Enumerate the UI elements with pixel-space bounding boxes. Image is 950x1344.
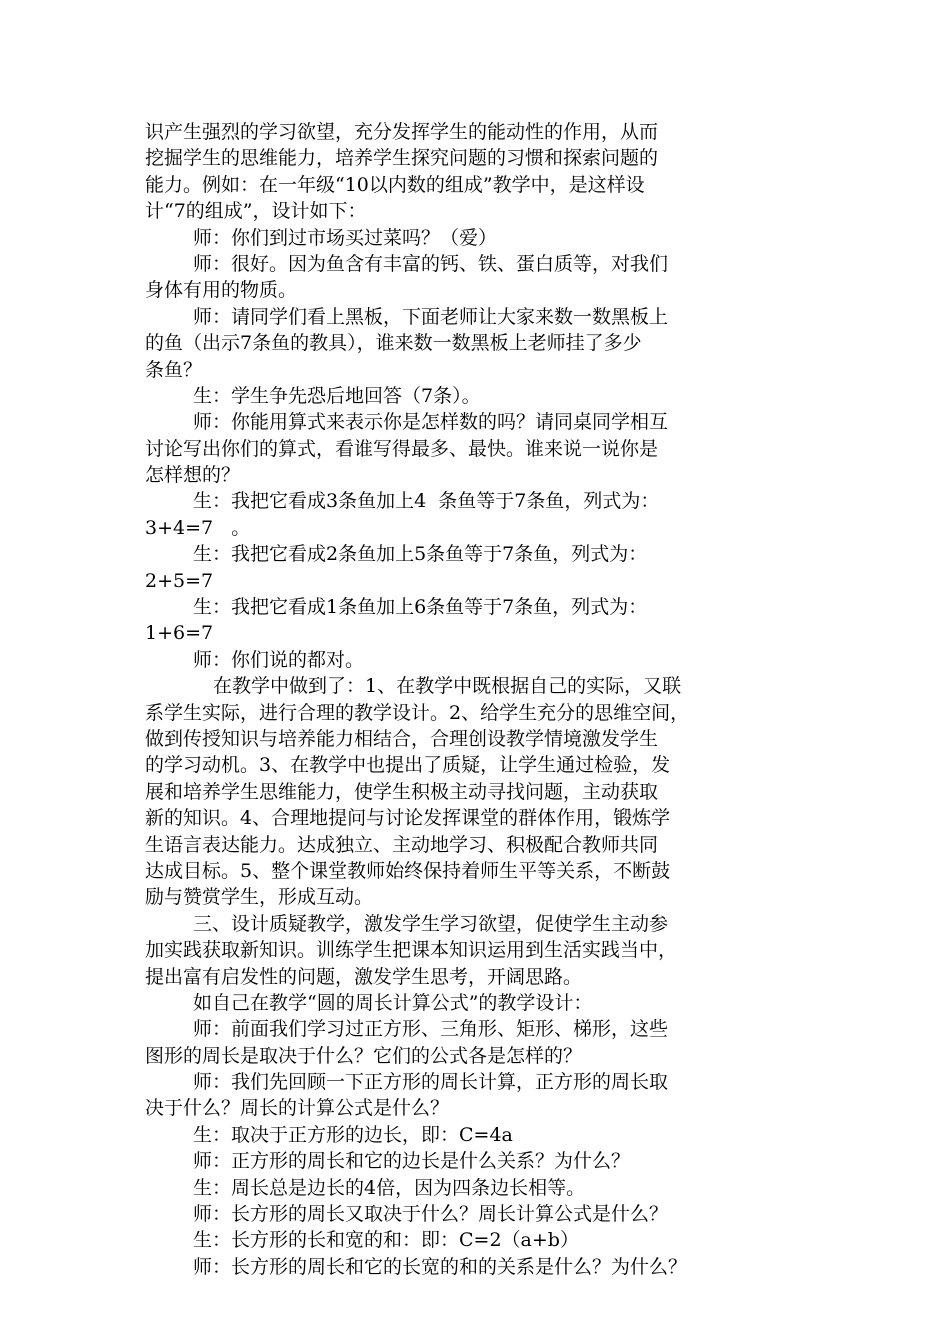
text-line: 在教学中做到了：1、在教学中既根据自己的实际，又联 [213,675,682,698]
text-line: 生：取决于正方形的边长，即：C=4a [193,1123,513,1146]
text-line: 生：长方形的长和宽的和：即：C=2（a+b） [193,1229,579,1252]
text-line: 师：你能用算式来表示你是怎样数的吗？请同桌同学相互 [193,411,669,434]
text-line: 加实践获取新知识。训练学生把课本知识运用到生活实践当中， [145,939,678,962]
text-line: 讨论写出你们的算式，看谁写得最多、最快。谁来说一说你是 [145,437,659,460]
text-line: 识产生强烈的学习欲望，充分发挥学生的能动性的作用，从而 [145,121,659,143]
text-line: 能力。例如：在一年级“10以内数的组成”教学中，是这样设 [145,173,645,196]
text-line: 师：你们到过市场买过菜吗？（爱） [193,226,498,249]
text-line: 的鱼（出示7条鱼的教具），谁来数一数黑板上老师挂了多少 [145,332,642,355]
body-text [145,119,815,1280]
text-line: 如自己在教学“圆的周长计算公式”的教学设计： [193,991,593,1014]
text-line: 师：前面我们学习过正方形、三角形、矩形、梯形，这些 [193,1018,669,1041]
text-line: 师：长方形的周长又取决于什么？周长计算公式是什么？ [193,1203,669,1226]
text-line: 图形的周长是取决于什么？它们的公式各是怎样的？ [145,1044,583,1067]
text-line: 系学生实际，进行合理的教学设计。2、给学生充分的思维空间， [145,701,690,724]
text-line: 生：我把它看成1条鱼加上6条鱼等于7条鱼，列式为： [193,596,648,619]
text-line: 生：我把它看成3条鱼加上4 条鱼等于7条鱼，列式为： [193,490,660,513]
text-line: 新的知识。4、合理地提问与讨论发挥课堂的群体作用，锻炼学 [145,807,671,830]
text-line: 3+4=7 。 [145,516,251,539]
text-line: 励与赞赏学生，形成互动。 [145,886,374,909]
text-line: 做到传授知识与培养能力相结合，合理创设教学情境激发学生 [145,727,659,750]
text-line: 师：长方形的周长和它的长宽的和的关系是什么？为什么？ [193,1255,688,1278]
text-line: 生：学生争先恐后地回答（7条）。 [193,384,481,407]
text-line: 挖掘学生的思维能力，培养学生探究问题的习惯和探索问题的 [145,147,659,170]
text-line: 师：正方形的周长和它的边长是什么关系？为什么？ [193,1150,631,1173]
text-line: 三、设计质疑教学，激发学生学习欲望，促使学生主动参 [193,912,669,935]
text-line: 师：请同学们看上黑板，下面老师让大家来数一数黑板上 [193,305,669,328]
text-line: 展和培养学生思维能力，使学生积极主动寻找问题，主动获取 [145,780,659,803]
text-line: 计“7的组成”，设计如下： [145,200,367,223]
text-line: 1+6=7 [145,622,214,645]
text-line: 达成目标。5、整个课堂教师始终保持着师生平等关系，不断鼓 [145,859,671,882]
text-line: 师：很好。因为鱼含有丰富的钙、铁、蛋白质等，对我们 [193,252,669,275]
text-line: 师：我们先回顾一下正方形的周长计算，正方形的周长取 [193,1071,669,1094]
text-line: 生语言表达能力。达成独立、主动地学习、积极配合教师共同 [145,833,659,856]
text-line: 怎样想的？ [145,464,241,487]
text-line: 决于什么？周长的计算公式是什么？ [145,1097,450,1120]
text-line: 师：你们说的都对。 [193,648,365,671]
text-line: 生：我把它看成2条鱼加上5条鱼等于7条鱼，列式为： [193,543,648,566]
text-line: 生：周长总是边长的4倍，因为四条边长相等。 [193,1176,586,1199]
text-line: 身体有用的物质。 [145,279,298,302]
text-line: 条鱼？ [145,358,203,381]
text-line: 2+5=7 [145,569,214,592]
text-line: 的学习动机。3、在教学中也提出了质疑，让学生通过检验，发 [145,754,671,777]
text-line: 提出富有启发性的问题，激发学生思考，开阔思路。 [145,965,583,988]
